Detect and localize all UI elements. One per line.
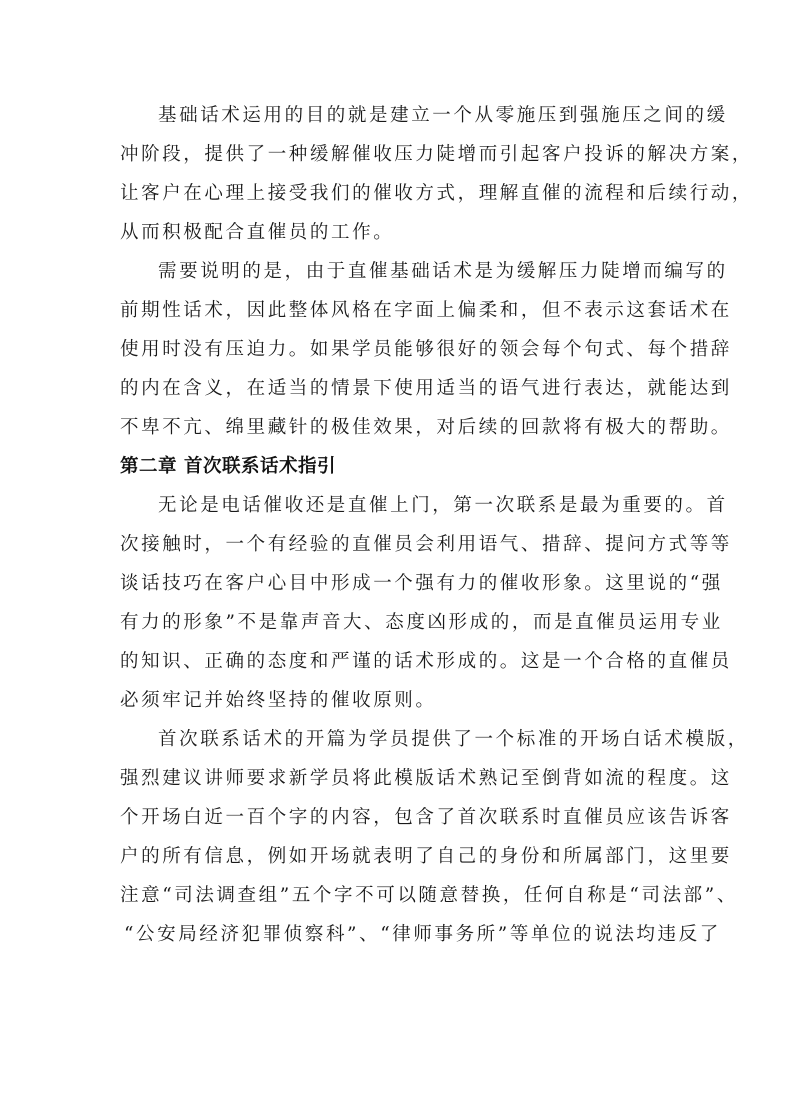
- text-line: 冲阶段，提供了一种缓解催收压力陡增而引起客户投诉的解决方案，: [120, 144, 754, 165]
- paragraph: [120, 720, 749, 954]
- text-line: 基础话术运用的目的就是建立一个从零施压到强施压之间的缓: [158, 105, 728, 126]
- text-line: 无论是电话催收还是直催上门，第一次联系是最为重要的。首: [158, 495, 728, 516]
- document-page: [120, 96, 754, 954]
- text-line: 首次联系话术的开篇为学员提供了一个标准的开场白话术模版，: [158, 729, 749, 750]
- paragraph: [120, 96, 754, 252]
- text-line: 注意“司法调查组”五个字不可以随意替换，任何自称是“司法部”、: [120, 885, 738, 906]
- paragraph: [120, 252, 732, 447]
- text-line: 使用时没有压迫力。如果学员能够很好的领会每个句式、每个措辞: [120, 339, 732, 360]
- text-line: 个开场白近一百个字的内容，包含了首次联系时直催员应该告诉客: [120, 807, 732, 828]
- text-line: 强烈建议讲师要求新学员将此模版话术熟记至倒背如流的程度。这: [120, 768, 732, 789]
- text-line: 的内在含义，在适当的情景下使用适当的语气进行表达，就能达到: [120, 378, 732, 399]
- text-line: 让客户在心理上接受我们的催收方式，理解直催的流程和后续行动，: [120, 183, 754, 204]
- text-line: 有力的形象”不是靠声音大、态度凶形成的，而是直催员运用专业: [120, 612, 723, 633]
- text-line: 必须牢记并始终坚持的催收原则。: [120, 690, 437, 711]
- text-line: 前期性话术，因此整体风格在字面上偏柔和，但不表示这套话术在: [120, 300, 732, 321]
- text-line: 谈话技巧在客户心目中形成一个强有力的催收形象。这里说的“强: [120, 573, 723, 594]
- text-line: 的知识、正确的态度和严谨的话术形成的。这是一个合格的直催员: [120, 651, 732, 672]
- text-line: “公安局经济犯罪侦察科”、“律师事务所”等单位的说法均违反了: [124, 924, 721, 945]
- paragraph: [120, 486, 732, 720]
- text-line: 次接触时，一个有经验的直催员会利用语气、措辞、提问方式等等: [120, 534, 732, 555]
- text-line: 从而积极配合直催员的工作。: [120, 222, 395, 243]
- text-line: 户的所有信息，例如开场就表明了自己的身份和所属部门，这里要: [120, 846, 732, 867]
- text-line: 需要说明的是，由于直催基础话术是为缓解压力陡增而编写的: [158, 261, 728, 282]
- text-line: 不卑不亢、绵里藏针的极佳效果，对后续的回款将有极大的帮助。: [120, 417, 732, 438]
- chapter-heading: 第二章 首次联系话术指引: [120, 456, 336, 477]
